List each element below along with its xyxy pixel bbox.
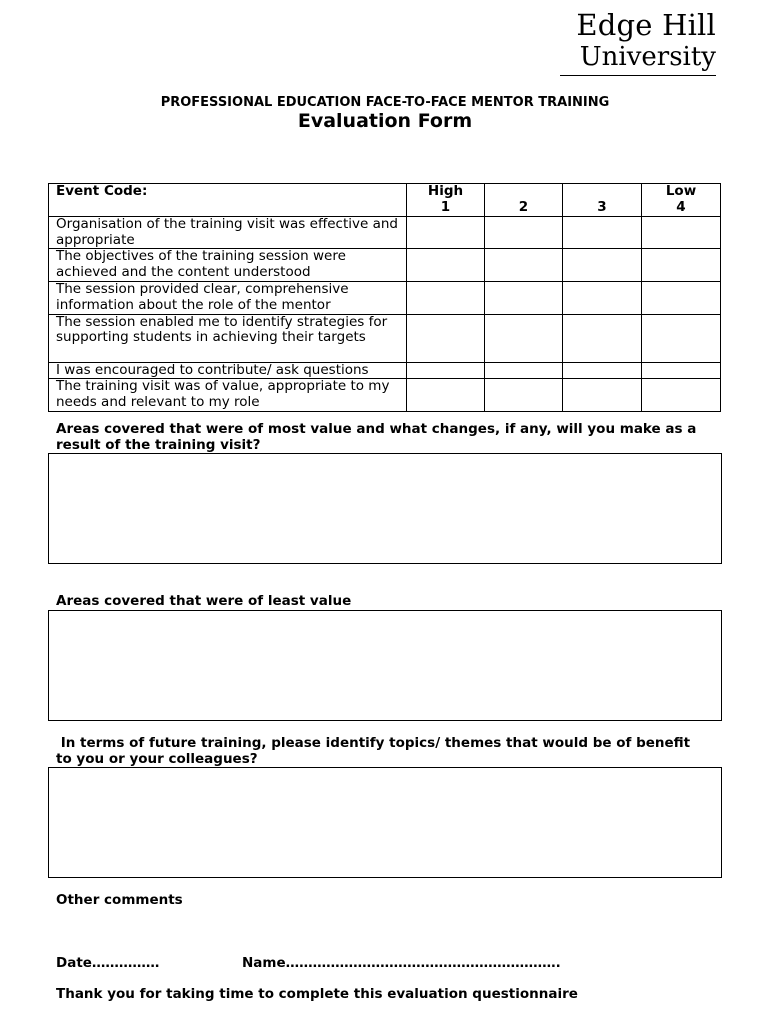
rating-cell-2[interactable]	[485, 216, 563, 249]
most-value-answer-box[interactable]	[48, 453, 722, 564]
future-training-answer-box[interactable]	[48, 767, 722, 878]
rating-cell-4[interactable]	[642, 281, 721, 314]
rating-cell-4[interactable]	[642, 314, 721, 362]
rating-column-header	[642, 184, 721, 217]
rating-cell-3[interactable]	[563, 314, 642, 362]
logo-line-2: University	[579, 42, 716, 72]
form-subtitle: PROFESSIONAL EDUCATION FACE-TO-FACE MENTOR TRAINING	[160, 95, 610, 110]
logo-line-1: Edge Hill	[576, 8, 716, 42]
rating-column-header	[485, 184, 563, 217]
date-field[interactable]: Date……………	[56, 955, 160, 971]
rating-cell-2[interactable]	[485, 379, 563, 412]
column-top-label	[485, 184, 562, 200]
table-row	[49, 314, 721, 362]
rating-cell-1[interactable]	[407, 249, 485, 282]
rating-cell-4[interactable]	[642, 249, 721, 282]
column-number: 3	[597, 199, 607, 215]
rating-cell-2[interactable]	[485, 314, 563, 362]
rating-cell-3[interactable]	[563, 362, 642, 379]
least-value-answer-box[interactable]	[48, 610, 722, 721]
rating-column-header	[407, 184, 485, 217]
criterion-text: The objectives of the training session were achieved and the content understood	[49, 249, 407, 282]
table-row	[49, 216, 721, 249]
rating-cell-2[interactable]	[485, 249, 563, 282]
other-comments-label: Other comments	[56, 892, 183, 908]
event-code-label: Event Code:	[49, 184, 407, 217]
rating-cell-3[interactable]	[563, 281, 642, 314]
column-top-label	[563, 184, 641, 200]
thank-you-note: Thank you for taking time to complete this evaluation questionnaire	[56, 986, 578, 1002]
column-number: 1	[440, 198, 451, 215]
rating-cell-3[interactable]	[563, 249, 642, 282]
rating-cell-4[interactable]	[642, 216, 721, 249]
criterion-text: The training visit was of value, appropriate to my needs and relevant to my role	[49, 379, 407, 412]
table-row	[49, 249, 721, 282]
logo-rule	[560, 75, 716, 76]
name-field[interactable]: Name…………………………………………………….	[242, 955, 561, 971]
rating-cell-1[interactable]	[407, 281, 485, 314]
rating-column-header	[563, 184, 642, 217]
rating-cell-2[interactable]	[485, 281, 563, 314]
university-logo	[548, 8, 716, 76]
table-row	[49, 379, 721, 412]
rating-cell-3[interactable]	[563, 379, 642, 412]
table-row	[49, 281, 721, 314]
rating-cell-1[interactable]	[407, 379, 485, 412]
criterion-text: I was encouraged to contribute/ ask questions	[49, 362, 407, 379]
future-training-question: In terms of future training, please identify topics/ themes that would be of benefit to you or your colleagues?	[56, 735, 695, 767]
rating-header-row	[49, 184, 721, 217]
table-row	[49, 362, 721, 379]
rating-cell-1[interactable]	[407, 362, 485, 379]
criterion-text: The session provided clear, comprehensive information about the role of the mentor	[49, 281, 407, 314]
least-value-question: Areas covered that were of least value	[56, 593, 352, 609]
column-top-label: High	[427, 183, 464, 199]
rating-cell-2[interactable]	[485, 362, 563, 379]
criterion-text: The session enabled me to identify strategies for supporting students in achieving their targets	[49, 314, 407, 362]
rating-cell-1[interactable]	[407, 314, 485, 362]
rating-table	[48, 183, 721, 412]
column-number: 2	[518, 199, 529, 215]
column-top-label: Low	[665, 183, 697, 199]
form-title: Evaluation Form	[297, 110, 473, 132]
rating-cell-3[interactable]	[563, 216, 642, 249]
rating-cell-4[interactable]	[642, 362, 721, 379]
rating-cell-4[interactable]	[642, 379, 721, 412]
column-number: 4	[676, 198, 686, 215]
criterion-text: Organisation of the training visit was effective and appropriate	[49, 216, 407, 249]
most-value-question: Areas covered that were of most value and what changes, if any, will you make as a result of the training visit?	[56, 421, 697, 453]
rating-cell-1[interactable]	[407, 216, 485, 249]
